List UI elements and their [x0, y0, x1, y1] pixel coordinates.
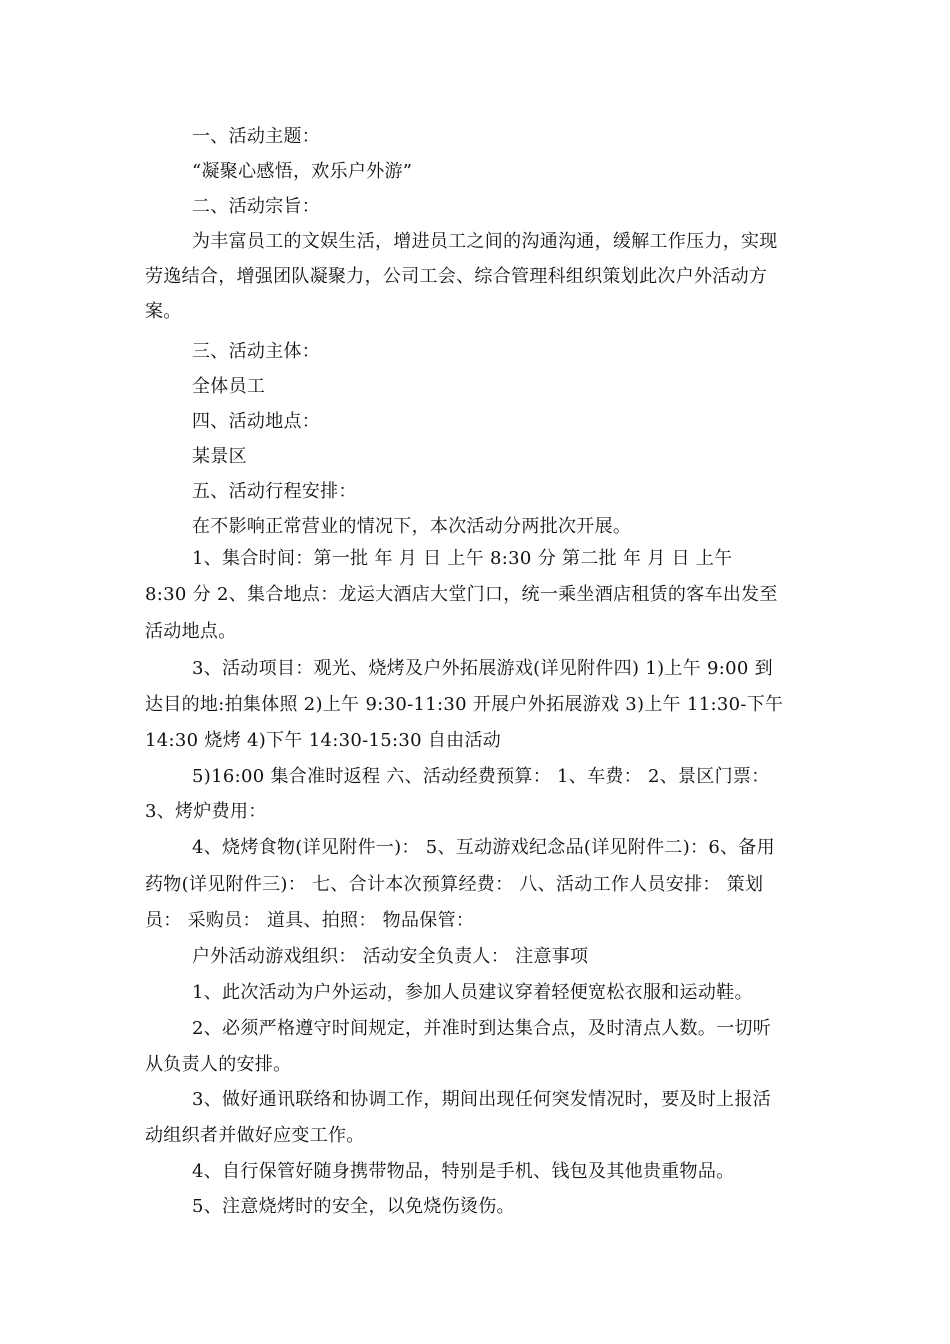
notice-item: 1、此次活动为户外运动，参加人员建议穿着轻便宽松衣服和运动鞋。	[192, 982, 753, 1003]
notice-item: 2、必须严格遵守时间规定，并准时到达集合点，及时清点人数。一切听	[192, 1018, 772, 1039]
notice-item: 5、注意烧烤时的安全，以免烧伤烫伤。	[192, 1196, 515, 1217]
activity-items-line: 14:30 烧烤 4)下午 14:30-15:30 自由活动	[145, 730, 502, 751]
schedule-paragraph-line: 8:30 分 2、集合地点：龙运大酒店大堂门口，统一乘坐酒店租赁的客车出发至	[145, 584, 778, 605]
location-text: 某景区	[192, 446, 247, 467]
theme-slogan: “凝聚心感悟，欢乐户外游”	[192, 161, 413, 182]
purpose-paragraph-line: 劳逸结合，增强团队凝聚力，公司工会、综合管理科组织策划此次户外活动方	[145, 266, 768, 287]
staff-line: 员： 采购员： 道具、拍照： 物品保管：	[145, 910, 475, 931]
staff-line: 户外活动游戏组织： 活动安全负责人： 注意事项	[192, 946, 589, 967]
staff-line: 药物(详见附件三)： 七、合计本次预算经费： 八、活动工作人员安排： 策划	[145, 874, 764, 895]
budget-line: 4、烧烤食物(详见附件一)： 5、互动游戏纪念品(详见附件二)：6、备用	[192, 837, 775, 858]
schedule-intro: 在不影响正常营业的情况下，本次活动分两批次开展。	[192, 516, 632, 537]
heading-activity-purpose: 二、活动宗旨：	[192, 196, 321, 217]
schedule-paragraph-line: 活动地点。	[145, 621, 237, 642]
notice-item: 从负责人的安排。	[145, 1054, 292, 1075]
schedule-paragraph-line: 1、集合时间：第一批 年 月 日 上午 8:30 分 第二批 年 月 日 上午	[192, 548, 733, 569]
budget-line: 5)16:00 集合准时返程 六、活动经费预算： 1、车费： 2、景区门票：	[192, 766, 770, 787]
purpose-paragraph-line: 案。	[145, 301, 182, 322]
notice-item: 4、自行保管好随身携带物品，特别是手机、钱包及其他贵重物品。	[192, 1161, 735, 1182]
heading-activity-theme: 一、活动主题：	[192, 126, 321, 147]
heading-activity-location: 四、活动地点：	[192, 411, 321, 432]
purpose-paragraph-line: 为丰富员工的文娱生活，增进员工之间的沟通沟通，缓解工作压力，实现	[192, 231, 778, 252]
activity-items-line: 3、活动项目：观光、烧烤及户外拓展游戏(详见附件四) 1)上午 9:00 到	[192, 658, 773, 679]
heading-activity-subject: 三、活动主体：	[192, 341, 321, 362]
activity-items-line: 达目的地:拍集体照 2)上午 9:30-11:30 开展户外拓展游戏 3)上午 11:30-下午	[145, 694, 784, 715]
notice-item: 3、做好通讯联络和协调工作，期间出现任何突发情况时，要及时上报活	[192, 1089, 772, 1110]
heading-schedule: 五、活动行程安排：	[192, 481, 357, 502]
notice-item: 动组织者并做好应变工作。	[145, 1125, 365, 1146]
subject-text: 全体员工	[192, 376, 266, 397]
budget-line: 3、烤炉费用：	[145, 801, 267, 822]
